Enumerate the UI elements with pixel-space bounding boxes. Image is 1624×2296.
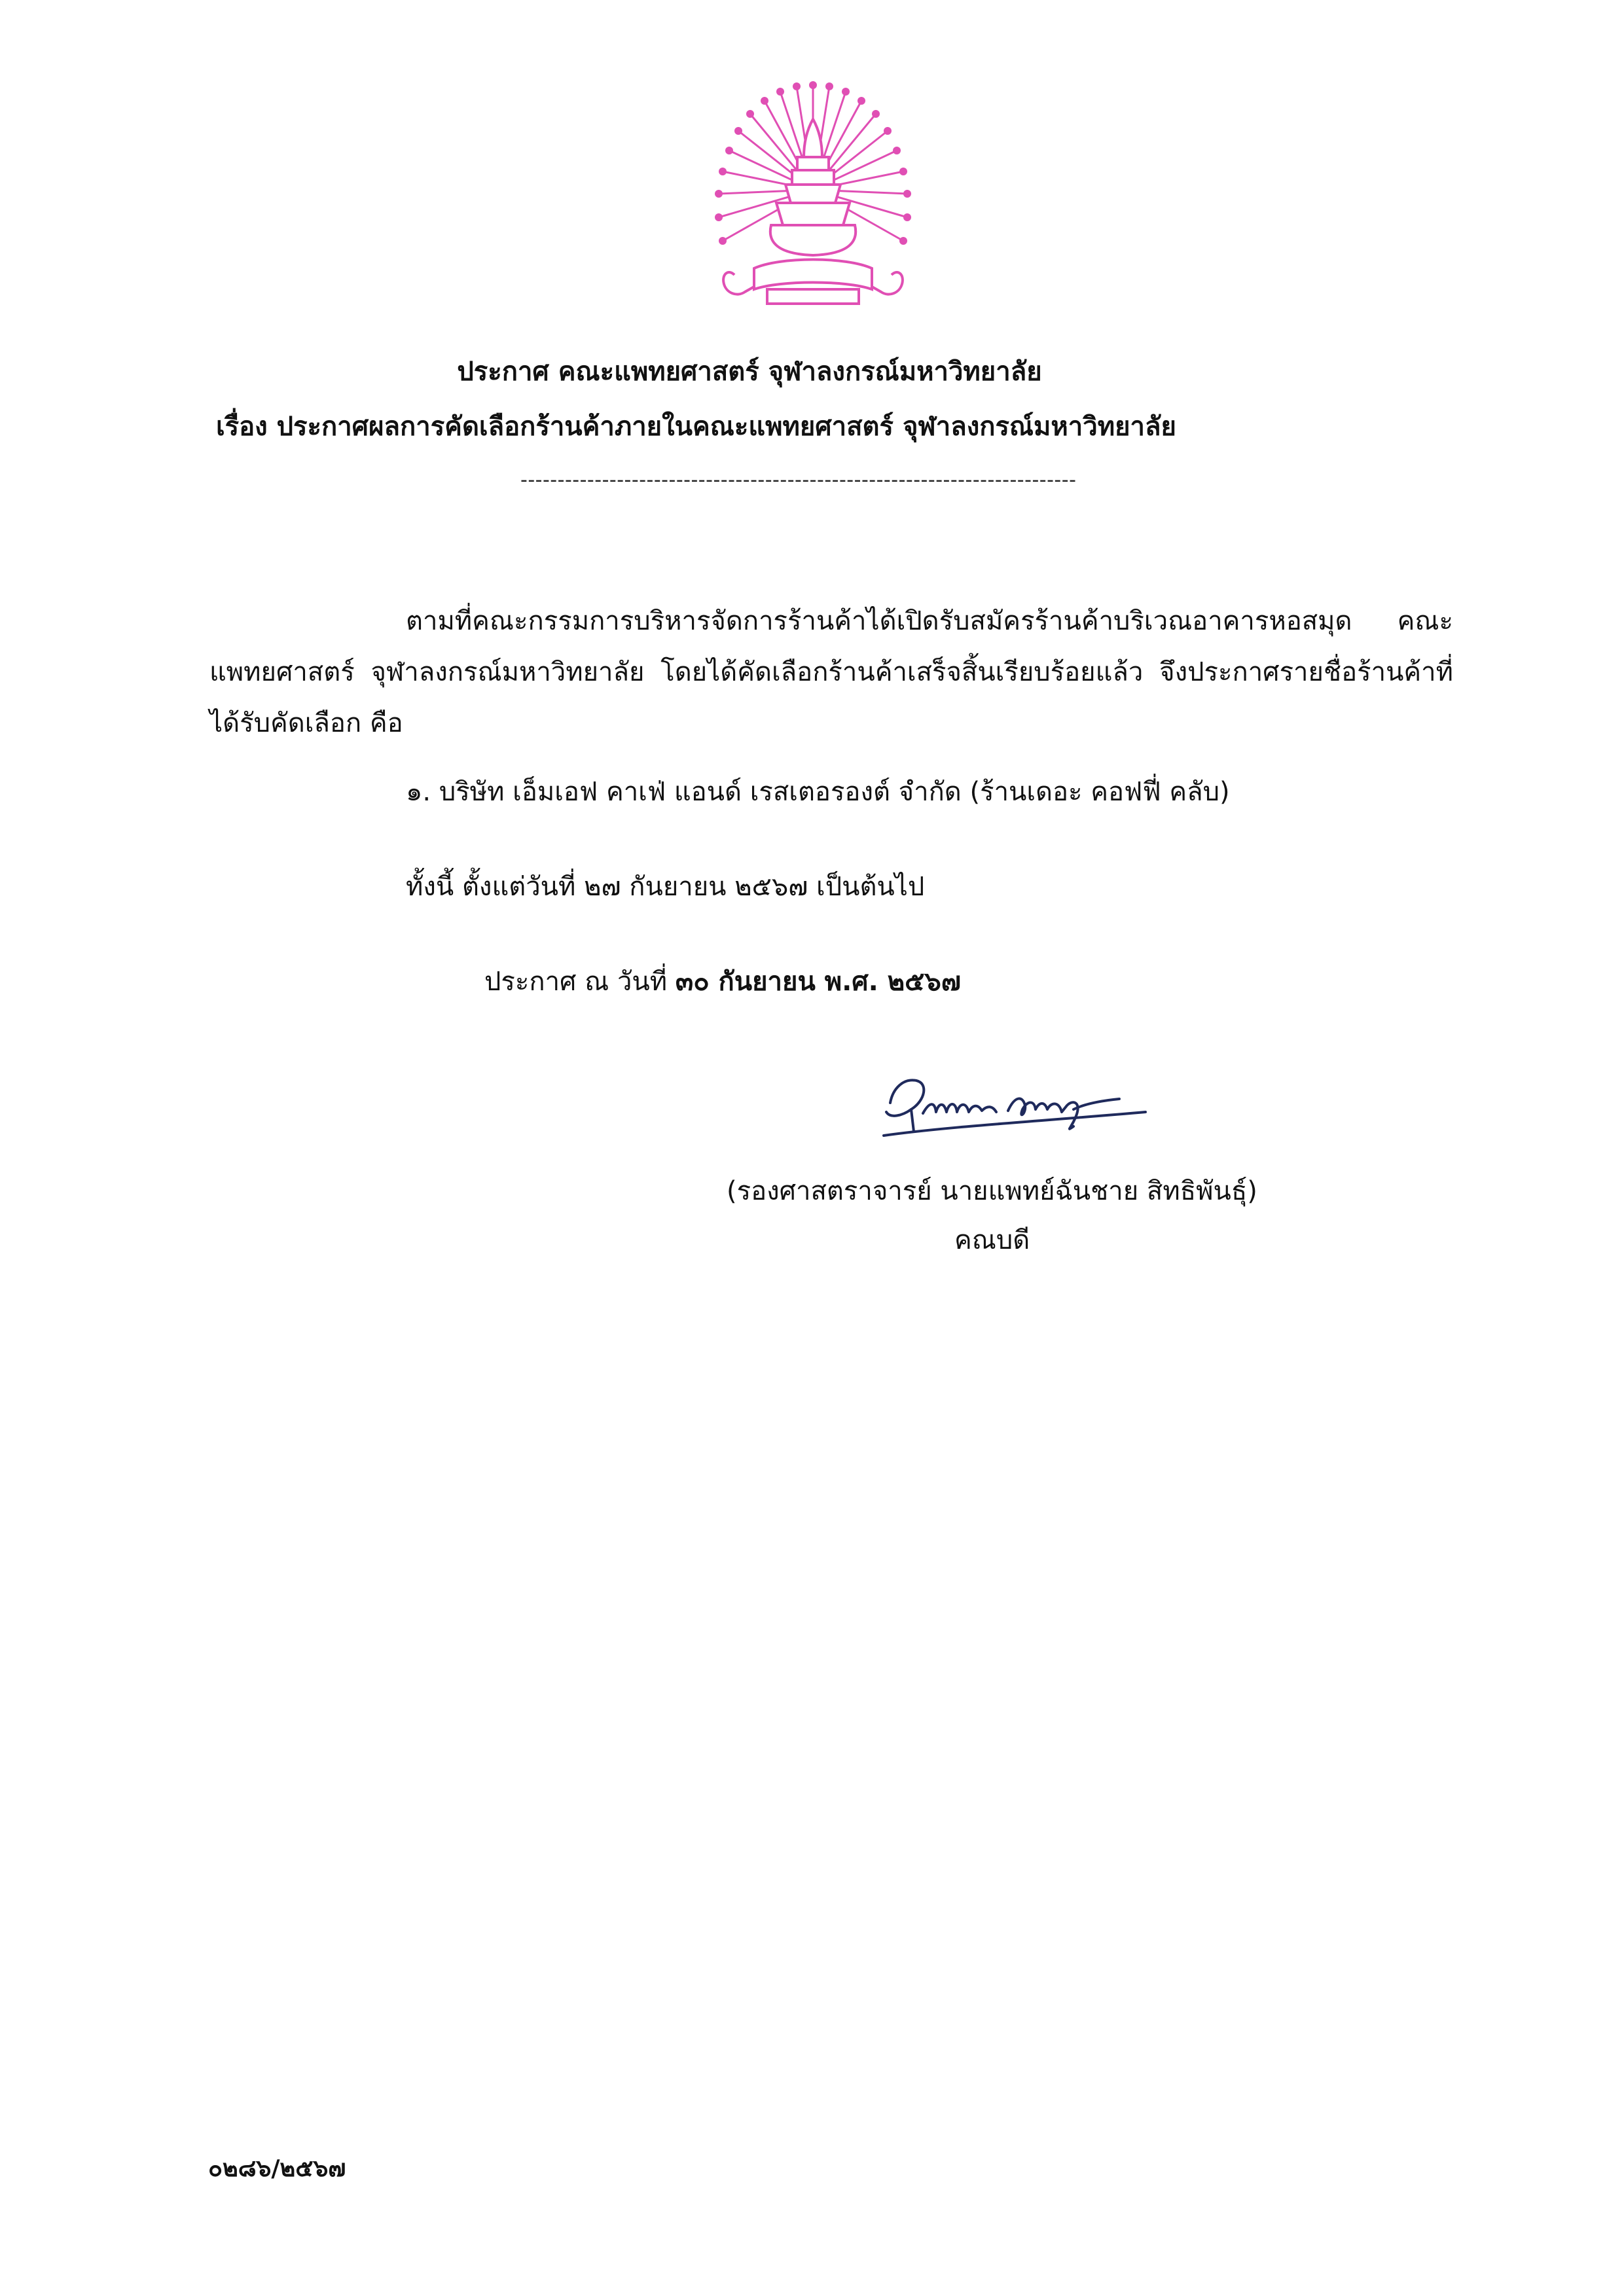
signer-title: คณบดี xyxy=(954,1225,1030,1255)
announcement-date: ๓๐ กันยายน พ.ศ. ๒๕๖๗ xyxy=(675,967,961,997)
effective-date-line: ทั้งนี้ ตั้งแต่วันที่ ๒๗ กันยายน ๒๕๖๗ เป็นต้นไป xyxy=(406,872,925,902)
separator-line: --------------------------------------------------------------------------- xyxy=(520,469,1077,492)
handwritten-signature-icon xyxy=(871,1064,1159,1149)
signer-name: (รองศาสตราจารย์ นายแพทย์ฉันชาย สิทธิพันธุ์) xyxy=(727,1176,1257,1206)
document-number: ๐๒๘๖/๒๕๖๗ xyxy=(208,2155,346,2182)
announcement-date-line xyxy=(484,969,961,995)
selected-shop-item: ๑. บริษัท เอ็มเอฟ คาเฟ่ แอนด์ เรสเตอรองต์ จำกัด (ร้านเดอะ คอฟฟี่ คลับ) xyxy=(406,777,1230,807)
body-paragraph: ตามที่คณะกรรมการบริหารจัดการร้านค้าได้เปิดรับสมัครร้านค้าบริเวณอาคารหอสมุด คณะแพทยศาสตร์ จุฬาลงกรณ์มหาวิทยาลัย โดยได้คัดเลือกร้านค้าเสร็จสิ้นเรียบร้อยแล้ว จึงประกาศรายชื่อร้านค้าที่ได้รับคัดเลือก คือ xyxy=(209,606,1453,738)
chulalongkorn-emblem-icon xyxy=(708,79,918,334)
announcement-subject: เรื่อง ประกาศผลการคัดเลือกร้านค้าภายในคณะแพทยศาสตร์ จุฬาลงกรณ์มหาวิทยาลัย xyxy=(216,412,1176,442)
announcement-date-prefix: ประกาศ ณ วันที่ xyxy=(484,967,676,997)
announcement-title: ประกาศ คณะแพทยศาสตร์ จุฬาลงกรณ์มหาวิทยาลัย xyxy=(457,357,1042,387)
